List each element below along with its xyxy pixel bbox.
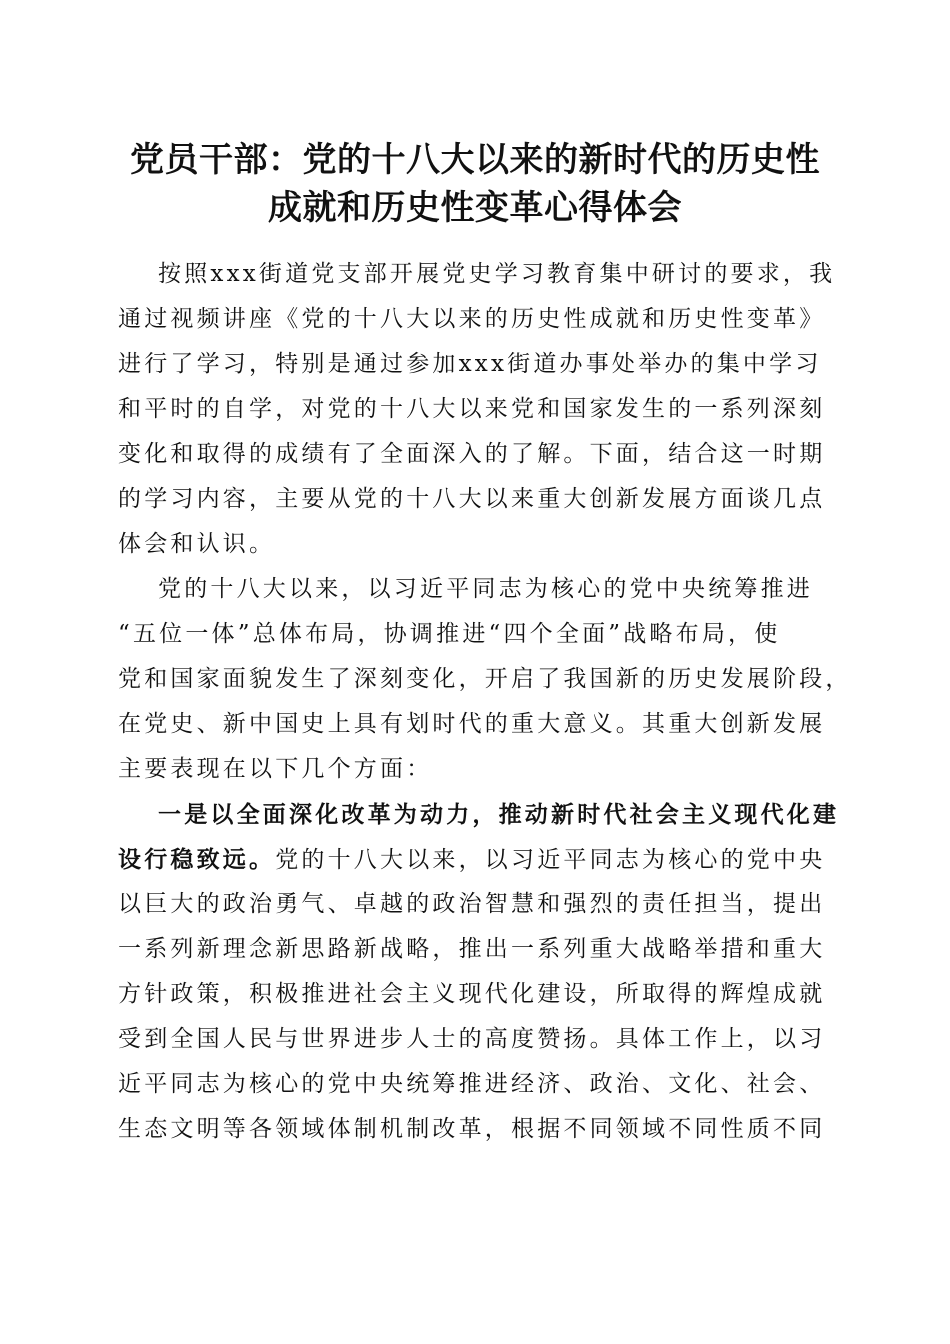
- paragraph-line: 党的十八大以来，以习近平同志为核心的党中央统筹推进: [158, 576, 813, 602]
- paragraph-line: 和平时的自学，对党的十八大以来党和国家发生的一系列深刻: [118, 396, 826, 422]
- paragraph-line: 的学习内容，主要从党的十八大以来重大创新发展方面谈几点: [118, 486, 826, 512]
- paragraph-1: [118, 252, 836, 567]
- paragraph-line: 近平同志为核心的党中央统筹推进经济、政治、文化、社会、: [118, 1071, 826, 1097]
- paragraph-line: 受到全国人民与世界进步人士的高度赞扬。具体工作上，以习: [118, 1026, 826, 1052]
- paragraph-line: 在党史、新中国史上具有划时代的重大意义。其重大创新发展: [118, 711, 826, 737]
- paragraph-3: [118, 792, 840, 1152]
- paragraph-line: 以巨大的政治勇气、卓越的政治智慧和强烈的责任担当，提出: [118, 891, 826, 917]
- paragraph-line: 进行了学习，特别是通过参加xxx街道办事处举办的集中学习: [118, 351, 822, 377]
- paragraph-line: 变化和取得的成绩有了全面深入的了解。下面，结合这一时期: [118, 441, 826, 467]
- document-body: [118, 252, 852, 1152]
- paragraph-line: 按照xxx街道党支部开展党史学习教育集中研讨的要求，我: [158, 261, 836, 287]
- paragraph-heading-text: 设行稳致远。: [118, 846, 276, 873]
- paragraph-line: 生态文明等各领域体制机制改革，根据不同领域不同性质不同: [118, 1116, 826, 1142]
- paragraph-text: 党的十八大以来，以习近平同志为核心的党中央: [275, 847, 826, 873]
- document-title: [100, 136, 850, 232]
- title-line-2: 成就和历史性变革心得体会: [268, 188, 682, 228]
- paragraph-line: 党和国家面貌发生了深刻变化，开启了我国新的历史发展阶段，: [118, 666, 852, 692]
- paragraph-heading-text: 一是以全面深化改革为动力，推动新时代社会主义现代化建: [158, 801, 840, 828]
- paragraph-line: 方针政策，积极推进社会主义现代化建设，所取得的辉煌成就: [118, 981, 826, 1007]
- paragraph-line: “五位一体”总体布局，协调推进“四个全面”战略布局，使: [118, 621, 781, 647]
- paragraph-line: [118, 792, 840, 837]
- paragraph-2: [118, 567, 852, 792]
- title-line-1: 党员干部：党的十八大以来的新时代的历史性: [130, 140, 820, 180]
- paragraph-line: 一系列新理念新思路新战略，推出一系列重大战略举措和重大: [118, 936, 826, 962]
- paragraph-line: 体会和认识。: [118, 531, 276, 557]
- paragraph-line: 通过视频讲座《党的十八大以来的历史性成就和历史性变革》: [118, 306, 826, 332]
- paragraph-line: [118, 837, 832, 882]
- paragraph-line: 主要表现在以下几个方面：: [118, 756, 433, 782]
